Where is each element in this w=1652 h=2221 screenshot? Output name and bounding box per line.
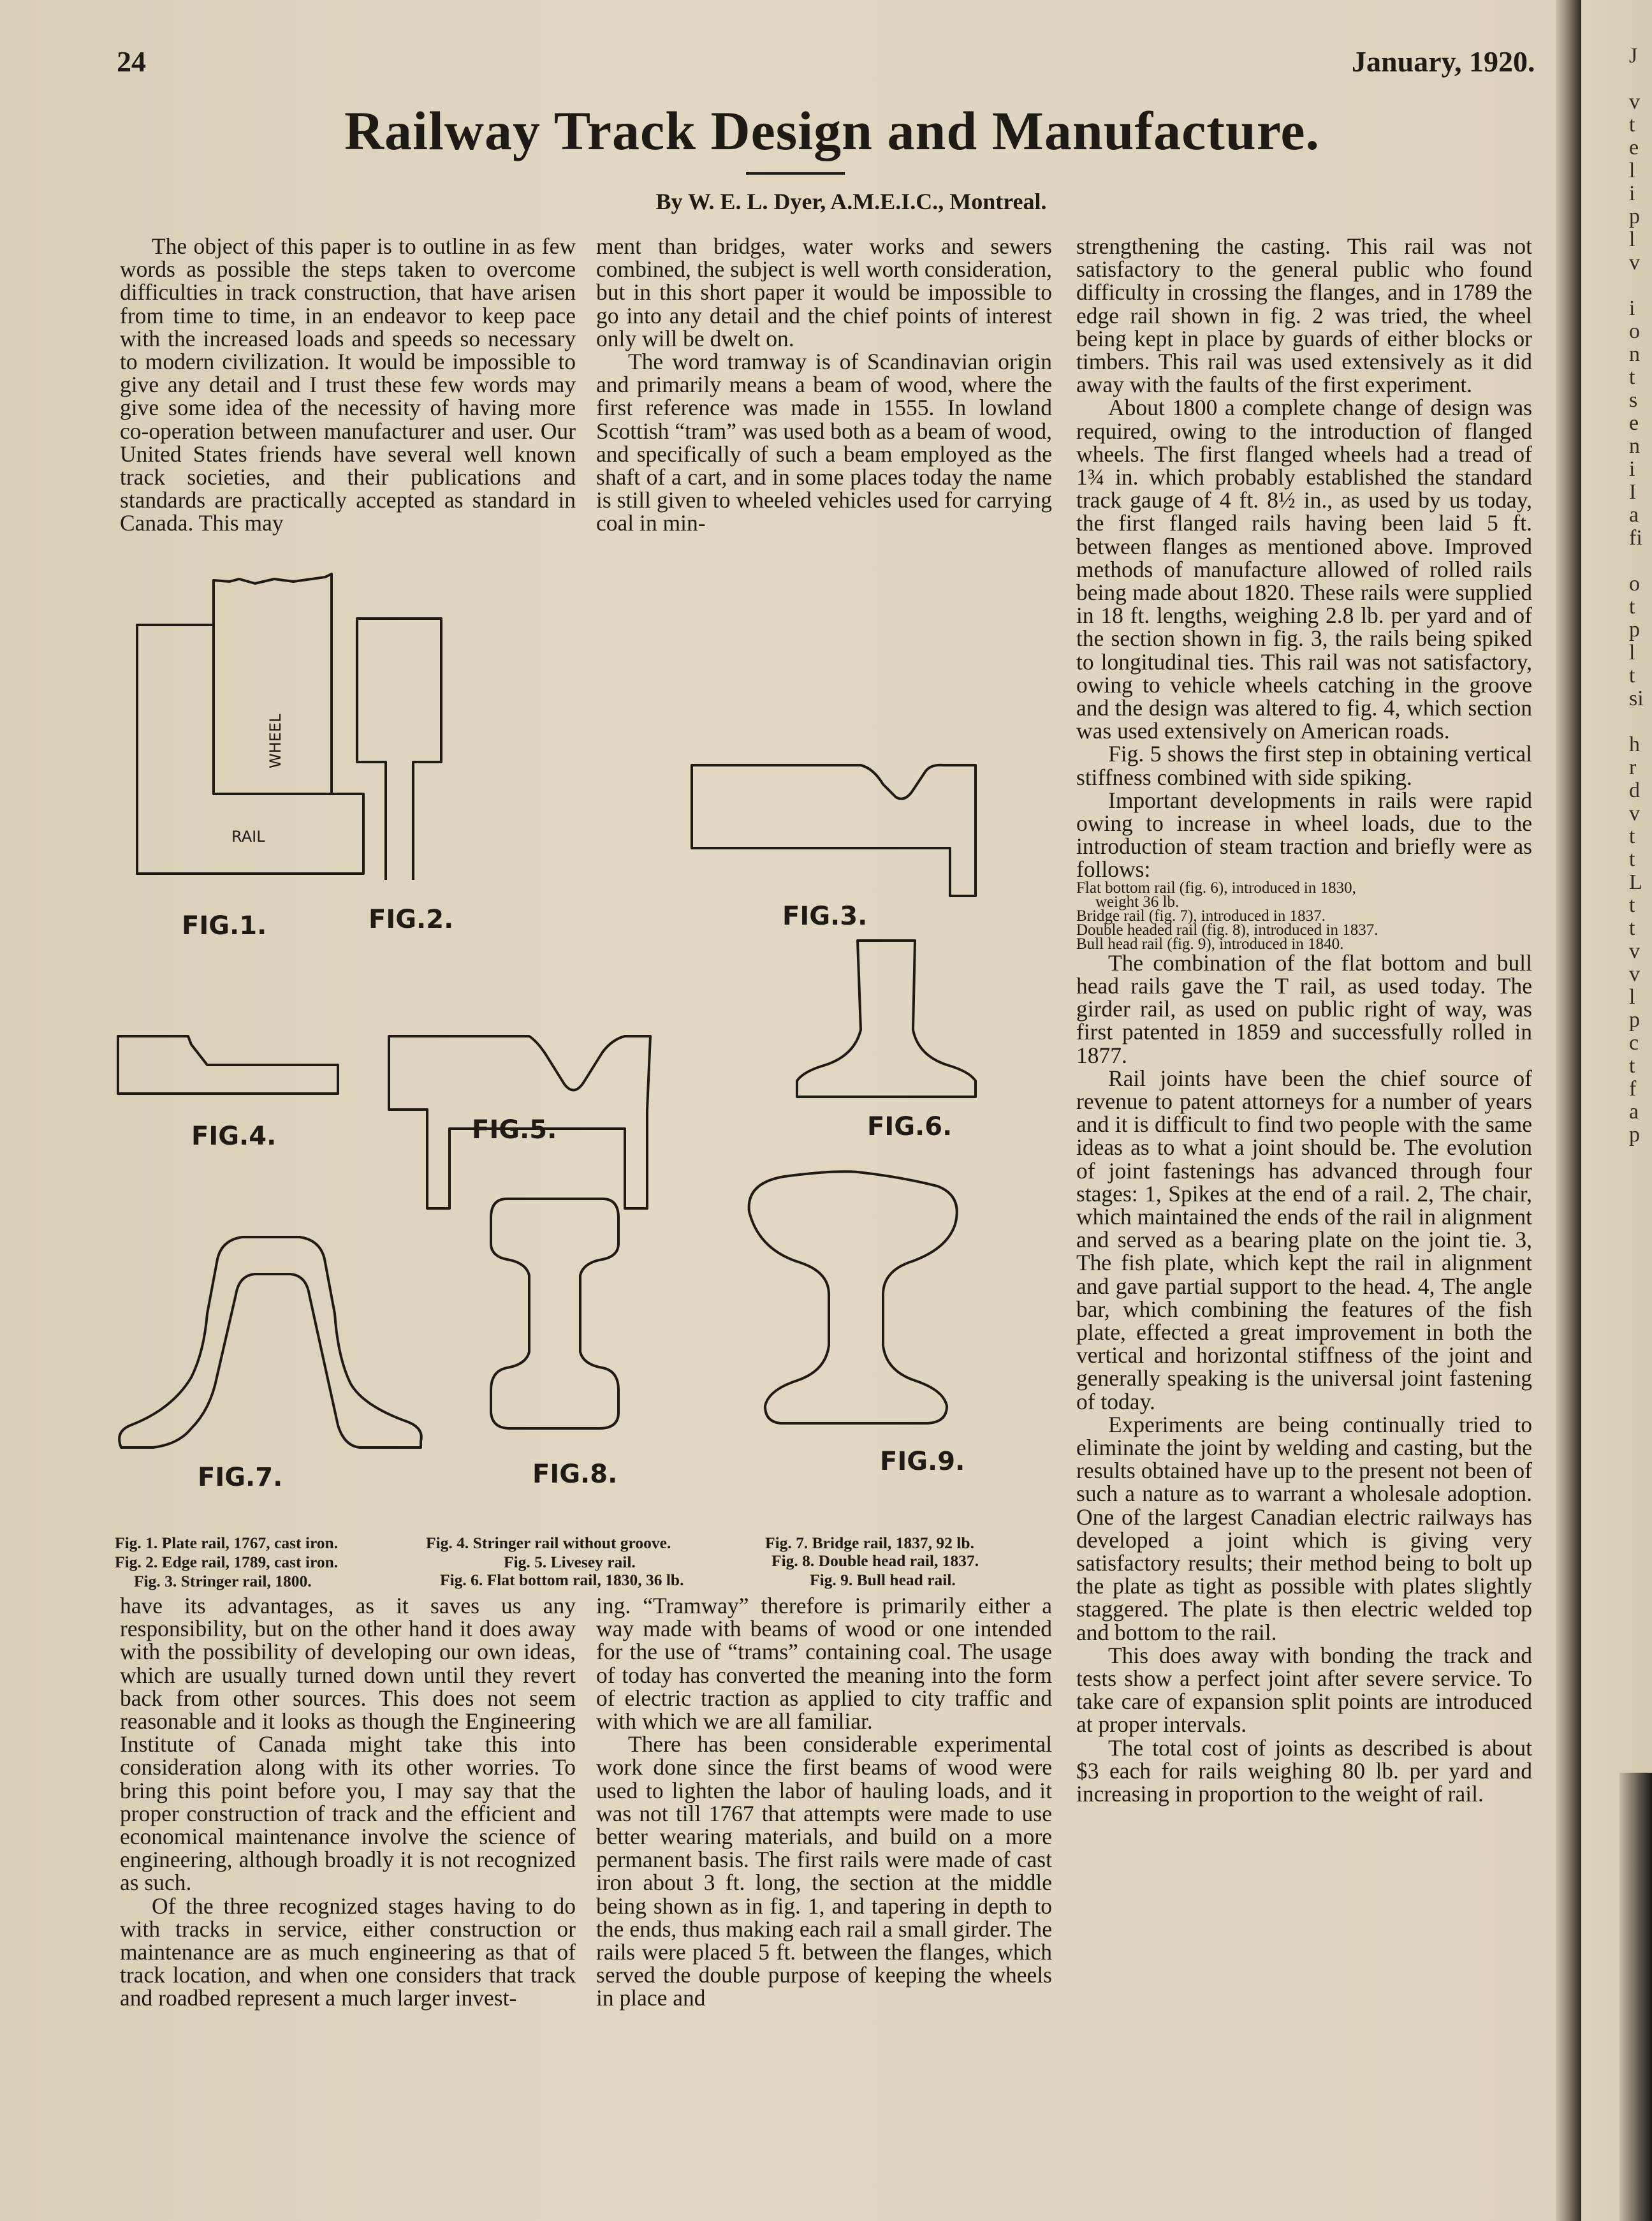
- facing-page-letter: p: [1629, 1123, 1640, 1147]
- facing-page-letter: t: [1629, 664, 1635, 687]
- facing-page-letter: e: [1629, 136, 1639, 159]
- column-2-bottom: [596, 1594, 1052, 2010]
- facing-page-letter: i: [1629, 182, 1635, 205]
- facing-page-letter: [1629, 710, 1652, 733]
- facing-page-letter: n: [1629, 342, 1640, 366]
- fig2-label: FIG.2.: [369, 905, 454, 934]
- fig1-label: FIG.1.: [182, 911, 267, 941]
- facing-page-letter: L: [1629, 870, 1642, 894]
- facing-page-letter: l: [1629, 159, 1635, 182]
- facing-page-letter: v: [1629, 939, 1640, 963]
- facing-page-letter: [1629, 550, 1652, 573]
- caption-fig7: Fig. 7. Bridge rail, 1837, 92 lb.: [765, 1534, 974, 1552]
- facing-page-letter: d: [1629, 779, 1640, 802]
- facing-page-letter: t: [1629, 893, 1635, 917]
- facing-page-letter: a: [1629, 503, 1639, 527]
- fig8-rail-shape: [491, 1199, 618, 1428]
- caption-fig3: Fig. 3. Stringer rail, 1800.: [134, 1572, 312, 1590]
- facing-page-letter: l: [1629, 985, 1635, 1009]
- column-1-top: [120, 235, 576, 535]
- facing-page-letter: t: [1629, 825, 1635, 848]
- facing-page-letter: a: [1629, 1100, 1639, 1124]
- binding-gutter: [1556, 0, 1581, 2221]
- list-item: Bridge rail (fig. 7), introduced in 1837.: [1076, 907, 1326, 925]
- paragraph: Of the three recognized stages having to do with tracks in service, either construction or maintenance are as much engineering as that of track location, and when one considers that track and roadbed represent a much larger invest-: [120, 1893, 576, 2011]
- facing-page-letter: fi: [1629, 526, 1642, 550]
- facing-page-letter: v: [1629, 90, 1640, 114]
- page-number: 24: [117, 45, 146, 78]
- facing-page-letters: [1629, 45, 1652, 1147]
- facing-page-letter: [1629, 68, 1652, 91]
- caption-fig4: Fig. 4. Stringer rail without groove.: [426, 1534, 671, 1552]
- issue-date: January, 1920.: [1352, 45, 1535, 78]
- facing-page-letter: t: [1629, 595, 1635, 619]
- paragraph: ing. “Tramway” therefore is primarily either a way made with beams of wood or one intended for the use of “trams” containing coal. The usage of today has converted the meaning into the form of electric traction as applied to city traffic and with which we are all familiar.: [596, 1593, 1052, 1734]
- facing-page-letter: si: [1629, 687, 1644, 710]
- facing-page-letter: i: [1629, 297, 1635, 320]
- caption-fig8: Fig. 8. Double head rail, 1837.: [771, 1551, 979, 1570]
- facing-page-letter: v: [1629, 251, 1640, 274]
- facing-page-letter: e: [1629, 411, 1639, 435]
- fig1-wheel-label: WHEEL: [267, 714, 284, 768]
- column-2-top: [596, 235, 1052, 535]
- fig8-label: FIG.8.: [532, 1460, 618, 1489]
- facing-page-letter: t: [1629, 847, 1635, 871]
- list-item: Bull head rail (fig. 9), introduced in 1840.: [1076, 935, 1344, 953]
- list-item: Double headed rail (fig. 8), introduced in 1837.: [1076, 921, 1378, 939]
- caption-fig6: Fig. 6. Flat bottom rail, 1830, 36 lb.: [440, 1571, 684, 1589]
- fig9-rail-shape: [749, 1171, 957, 1423]
- facing-page-letter: o: [1629, 319, 1640, 343]
- fig7-rail-shape: [119, 1237, 421, 1448]
- facing-page-letter: t: [1629, 916, 1635, 940]
- paragraph: Experiments are being continually tried to eliminate the joint by welding and casting, but the results obtained have up to the present not been of such a nature as to warrant a wholesale adoption. One of the largest Canadian electric railways has developed a joint which is giving very satisfactory results; their method being to bolt up the plate as tight as possible with plates slightly staggered. The plate is then electric welded top and bottom to the rail.: [1076, 1411, 1532, 1645]
- facing-page-letter: f: [1629, 1077, 1637, 1101]
- facing-page-letter: I: [1629, 480, 1637, 504]
- facing-page-letter: J: [1629, 44, 1638, 68]
- paragraph: Important developments in rails were rapid owing to increase in wheel loads, due to the introduction of steam traction and briefly were as follows:: [1076, 787, 1532, 883]
- title-rule: [746, 172, 845, 175]
- caption-fig5: Fig. 5. Livesey rail.: [504, 1553, 636, 1571]
- facing-page-letter: r: [1629, 756, 1637, 779]
- paragraph: The total cost of joints as described is about $3 each for rails weighing 80 lb. per yard and increasing in proportion to the weight of rail.: [1076, 1734, 1532, 1807]
- facing-page-shadow: [1619, 1773, 1652, 2221]
- paragraph: ment than bridges, water works and sewers combined, the subject is well worth consideration, but in this short paper it would be impossible to go into any detail and the chief points of interest only will be dwelt on.: [596, 233, 1052, 351]
- facing-page-letter: p: [1629, 205, 1640, 228]
- fig6-rail-shape: [797, 941, 976, 1097]
- facing-page-letter: t: [1629, 113, 1635, 136]
- facing-page-letter: h: [1629, 733, 1640, 756]
- list-item: Flat bottom rail (fig. 6), introduced in 1830,: [1076, 879, 1356, 897]
- byline: By W. E. L. Dyer, A.M.E.I.C., Montreal.: [655, 189, 1047, 214]
- facing-page-letter: t: [1629, 365, 1635, 389]
- column-1-bottom: [120, 1594, 576, 2010]
- facing-page-letter: t: [1629, 1054, 1635, 1078]
- fig5-label: FIG.5.: [472, 1115, 557, 1145]
- facing-page-letter: p: [1629, 1008, 1640, 1032]
- fig9-label: FIG.9.: [880, 1447, 965, 1476]
- column-3: [1076, 235, 1532, 1805]
- caption-fig1: Fig. 1. Plate rail, 1767, cast iron.: [115, 1534, 339, 1552]
- facing-page-letter: p: [1629, 618, 1640, 641]
- paragraph: Fig. 5 shows the first step in obtaining vertical stiffness combined with side spiking.: [1076, 741, 1532, 790]
- paragraph: strengthening the casting. This rail was not satisfactory to the general public who found difficulty in crossing the flanges, and in 1789 the edge rail shown in fig. 2 was tried, the wheel being kept in place by guards of either blocks or timbers. This rail was used extensively as it did away with the faults of the first experiment.: [1076, 233, 1532, 398]
- rail-section-figures: [108, 548, 1065, 1518]
- fig2-rail-shape: [357, 619, 441, 880]
- facing-page-letter: n: [1629, 434, 1640, 458]
- article-title: Railway Track Design and Manufacture.: [344, 100, 1320, 161]
- facing-page-letter: l: [1629, 228, 1635, 251]
- facing-page-letter: v: [1629, 802, 1640, 825]
- fig4-label: FIG.4.: [191, 1122, 277, 1151]
- paragraph: The object of this paper is to outline in as few words as possible the steps taken to overcome difficulties in track construction, that have arisen from time to time, in an endeavor to keep pace with the increased loads and speeds so necessary to modern civilization. It would be impossible to give any detail and I trust these few words may give some idea of the necessity of having more co-operation between manufacturer and user. Our United States friends have several well known track societies, and their publications and standards are practically accepted as standard in Canada. This may: [120, 233, 576, 536]
- caption-fig9: Fig. 9. Bull head rail.: [810, 1571, 956, 1589]
- paragraph: have its advantages, as it saves us any responsibility, but on the other hand it does away with the possibility of developing our own ideas, which are usually turned down until they revert back from other sources. This does not seem reasonable and it looks as though the Engineering Institute of Canada might take this into consideration along with its other worries. To bring this point before you, I may say that the proper construction of track and the efficient and economical maintenance involve the science of engineering, although broadly it is not recognized as such.: [120, 1593, 576, 1896]
- list-item: weight 36 lb.: [1095, 893, 1180, 911]
- paragraph: Rail joints have been the chief source of revenue to patent attorneys for a number of years and it is difficult to find two people with the same ideas as to what a joint should be. The evolution of joint fastenings has advanced through four stages: 1, Spikes at the end of a rail. 2, The chair, which maintained the ends of the rail in alignment and served as a bearing plate on the joint tie. 3, The fish plate, which kept the rail in alignment and gave partial support to the head. 4, The angle bar, which combining the features of the fish plate, effected a great improvement in both the vertical and horizontal stiffness of the joint and generally speaking is the universal joint fastening of today.: [1076, 1065, 1532, 1414]
- paragraph: The combination of the flat bottom and bull head rails gave the T rail, as used today. The girder rail, as used on public right of way, was first patented in 1859 and successfully rolled in 1877.: [1076, 949, 1532, 1068]
- caption-fig2: Fig. 2. Edge rail, 1789, cast iron.: [115, 1553, 339, 1571]
- facing-page-letter: v: [1629, 962, 1640, 986]
- fig6-label: FIG.6.: [867, 1112, 953, 1141]
- facing-page-letter: [1629, 274, 1652, 297]
- paragraph: This does away with bonding the track and tests show a perfect joint after severe service. To take care of expansion split points are introduced at proper intervals.: [1076, 1642, 1532, 1738]
- paragraph: The word tramway is of Scandinavian origin and primarily means a beam of wood, where the first reference was made in 1555. In lowland Scottish “tram” was used both as a beam of wood, and specifically of such a beam employed as the shaft of a cart, and in some places today the name is still given to wheeled vehicles used for carrying coal in min-: [596, 349, 1052, 536]
- facing-page-letter: l: [1629, 641, 1635, 664]
- fig4-rail-shape: [118, 1036, 338, 1094]
- fig1-rail-label: RAIL: [231, 828, 265, 846]
- paragraph: About 1800 a complete change of design was required, owing to the introduction of flanged wheels. The first flanged wheels had a tread of 1¾ in. which probably established the standard track gauge of 4 ft. 8½ in., as used by us today, the first flanged rails having been laid 5 ft. between flanges as mentioned above. Improved methods of manufacture allowed of rolled rails being made about 1820. These rails were supplied in 18 ft. lengths, weighing 2.8 lb. per yard and of the section shown in fig. 3, the rails being spiked to longitudinal ties. This rail was not satisfactory, owing to vehicle wheels catching in the groove and the design was altered to fig. 4, which section was used extensively on American roads.: [1076, 395, 1532, 744]
- facing-page-letter: i: [1629, 457, 1635, 481]
- facing-page-letter: o: [1629, 572, 1640, 596]
- fig7-label: FIG.7.: [198, 1463, 283, 1492]
- fig3-rail-shape: [692, 765, 976, 896]
- fig3-label: FIG.3.: [782, 902, 868, 931]
- paragraph: There has been considerable experimental work done since the first beams of wood were used to lighten the labor of hauling loads, and it was not till 1767 that attempts were made to use better wearing materials, and build on a more permanent basis. The first rails were made of cast iron about 3 ft. long, the section at the middle being shown as in fig. 1, and tapering in depth to the ends, thus making each rail a small girder. The rails were placed 5 ft. between the flanges, which served the double purpose of keeping the wheels in place and: [596, 1731, 1052, 2011]
- facing-page-letter: c: [1629, 1031, 1639, 1055]
- facing-page-letter: s: [1629, 388, 1638, 412]
